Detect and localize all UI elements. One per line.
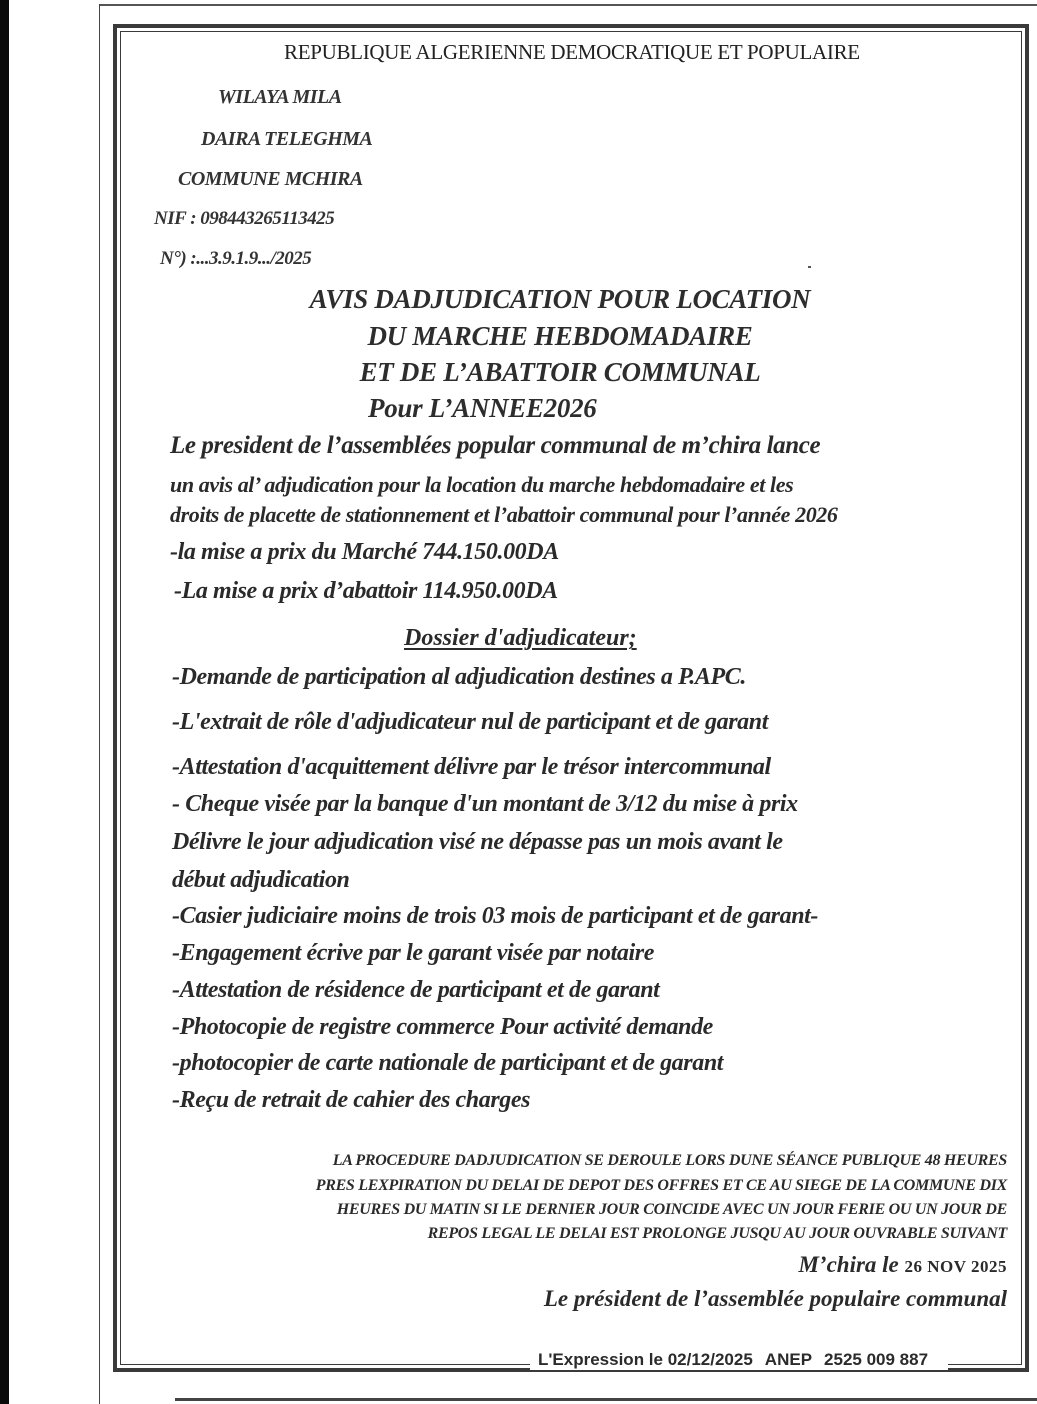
reference-number: N°) :...3.9.1.9.../2025 xyxy=(160,248,312,269)
dossier-item: -Engagement écrive par le garant visée par notaire xyxy=(172,940,654,966)
dossier-item: -photocopier de carte nationale de participant et de garant xyxy=(172,1050,724,1076)
commune-label: COMMUNE MCHIRA xyxy=(178,168,363,190)
scan-speck xyxy=(808,266,811,268)
signatory-title: Le président de l’assemblée populaire communal xyxy=(543,1286,1007,1311)
publication-reference: 2525 009 887 xyxy=(824,1350,929,1369)
wilaya-label: WILAYA MILA xyxy=(218,86,342,108)
dossier-item: - Cheque visée par la banque d'un montant de 3/12 du mise à prix xyxy=(172,791,798,817)
signature-place: M’chira le xyxy=(798,1252,899,1277)
signature-date: 26 NOV 2025 xyxy=(904,1257,1007,1276)
dossier-heading: Dossier d'adjudicateur; xyxy=(404,625,637,651)
notice-title-line-1: AVIS DADJUDICATION POUR LOCATION xyxy=(309,284,811,314)
republic-heading: REPUBLIQUE ALGERIENNE DEMOCRATIQUE ET POPULAIRE xyxy=(284,40,860,64)
dossier-item: -Photocopie de registre commerce Pour activité demande xyxy=(172,1014,713,1040)
procedure-line: LA PROCEDURE DADJUDICATION SE DEROULE LORS DUNE SÉANCE PUBLIQUE 48 HEURES xyxy=(332,1152,1007,1169)
abattoir-starting-price: -La mise a prix d’abattoir 114.950.00DA xyxy=(174,578,558,604)
dossier-item: -Attestation de résidence de participant et de garant xyxy=(172,977,660,1003)
procedure-line: REPOS LEGAL LE DELAI EST PROLONGE JUSQU AU JOUR OUVRABLE SUIVANT xyxy=(427,1225,1007,1242)
nif-label: NIF : 098443265113425 xyxy=(154,208,335,229)
market-starting-price: -la mise a prix du Marché 744.150.00DA xyxy=(170,539,559,565)
dossier-item: -L'extrait de rôle d'adjudicateur nul de participant et de garant xyxy=(172,709,768,735)
page-edge-line-top xyxy=(99,4,1037,6)
signature-place-date xyxy=(798,1252,1007,1278)
dossier-item: -Demande de participation al adjudication destines a P.APC. xyxy=(172,664,746,690)
intro-line-1: Le president de l’assemblées popular communal de m’chira lance xyxy=(170,432,821,459)
notice-title-year: Pour L’ANNEE2026 xyxy=(368,393,597,423)
dossier-item: -Reçu de retrait de cahier des charges xyxy=(172,1087,531,1113)
page-edge-line-left xyxy=(99,4,100,1404)
page-edge-line-bottom xyxy=(175,1398,1037,1401)
notice-title-line-2: DU MARCHE HEBDOMADAIRE xyxy=(367,321,753,351)
intro-line-3: droits de placette de stationnement et l’abattoir communal pour l’année 2026 xyxy=(170,502,838,527)
intro-line-2: un avis al’ adjudication pour la location du marche hebdomadaire et les xyxy=(170,472,794,497)
dossier-item: -Casier judiciaire moins de trois 03 mois de participant et de garant- xyxy=(172,903,819,929)
daira-label: DAIRA TELEGHMA xyxy=(201,128,373,150)
scan-edge-strip xyxy=(0,0,9,1404)
dossier-item: début adjudication xyxy=(172,867,350,893)
notice-title-line-3: ET DE L’ABATTOIR COMMUNAL xyxy=(359,357,761,387)
dossier-item: -Attestation d'acquittement délivre par le trésor intercommunal xyxy=(172,754,771,780)
publication-newspaper-date: L'Expression le 02/12/2025 xyxy=(538,1350,753,1369)
publication-footer xyxy=(530,1350,948,1370)
publication-agency: ANEP xyxy=(764,1350,813,1369)
procedure-line: PRES LEXPIRATION DU DELAI DE DEPOT DES OFFRES ET CE AU SIEGE DE LA COMMUNE DIX xyxy=(315,1177,1007,1194)
dossier-item: Délivre le jour adjudication visé ne dépasse pas un mois avant le xyxy=(172,829,783,855)
procedure-line: HEURES DU MATIN SI LE DERNIER JOUR COINCIDE AVEC UN JOUR FERIE OU UN JOUR DE xyxy=(336,1201,1007,1218)
